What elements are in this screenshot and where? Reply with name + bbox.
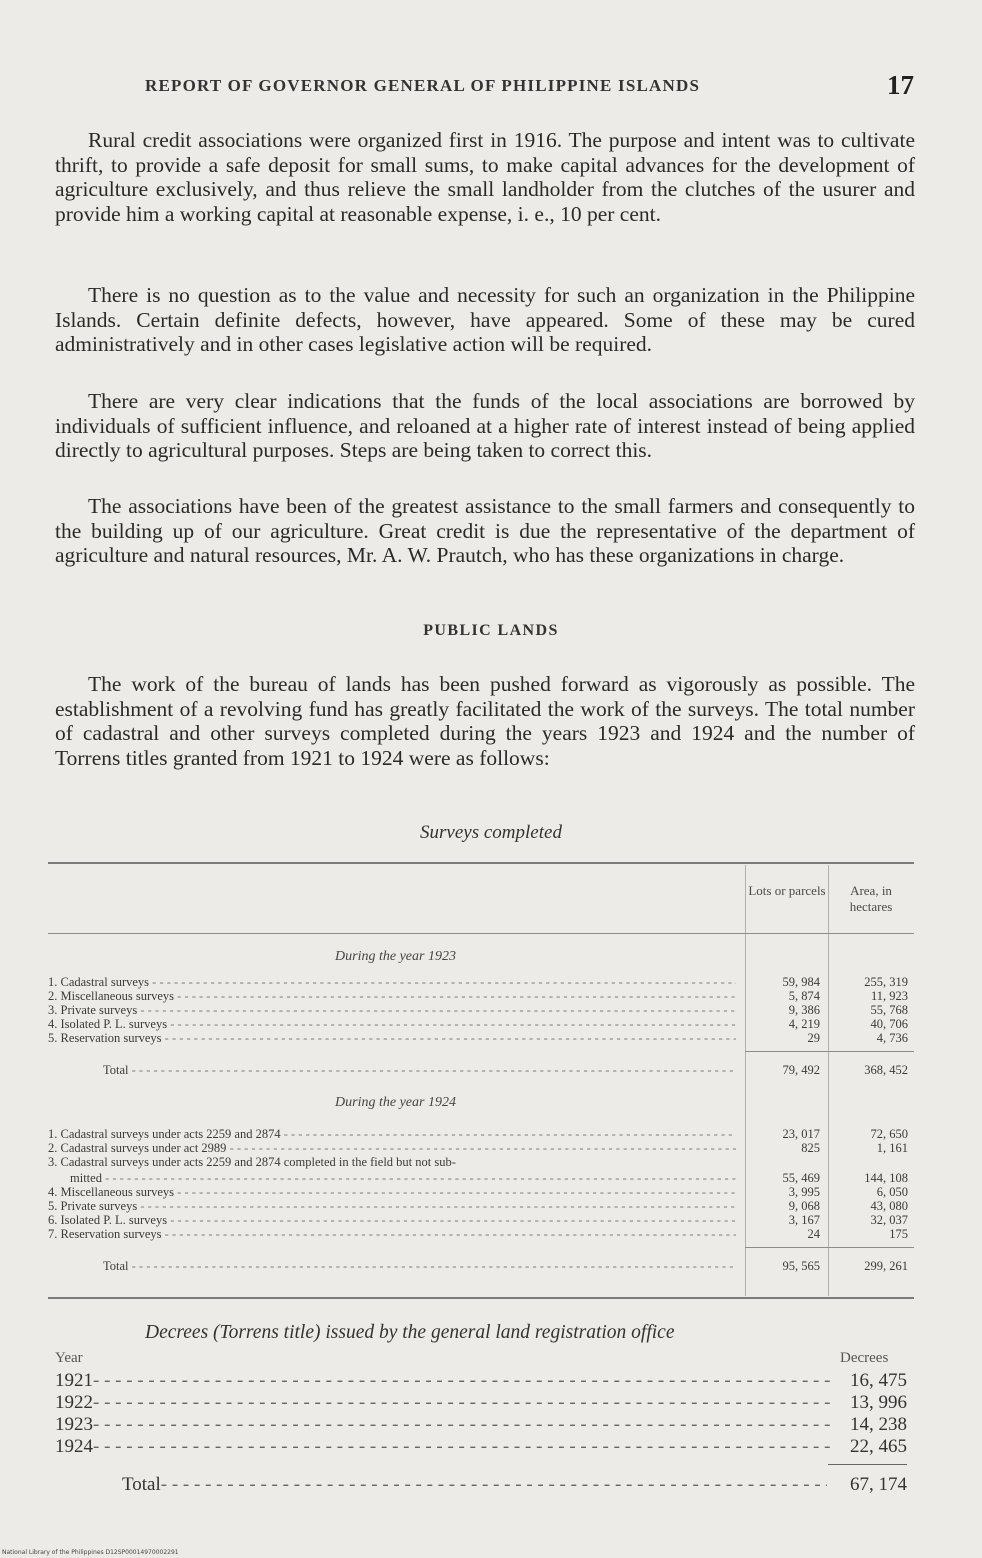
subtotal-rule: [745, 1051, 914, 1052]
column-header-lots: Lots or parcels: [748, 883, 826, 898]
total-area: 368, 452: [864, 1063, 908, 1077]
group-heading-1923: During the year 1923: [335, 949, 456, 964]
row-area: 40, 706: [870, 1017, 908, 1031]
decrees-year: 1921 - - -: [55, 1370, 830, 1392]
row-label: 4. Miscellaneous surveys - - -: [48, 1185, 736, 1199]
decrees-count: 22, 465: [850, 1436, 907, 1457]
paragraph-assistance: The associations have been of the greatest assistance to the small farmers and consequently to the building up of our agriculture. Great credit is due the representative of the department of agriculture and natural resources, Mr. A. W. Prautch, who has these organizations in charge.: [55, 494, 915, 567]
decrees-total-row: [122, 1474, 907, 1496]
table-row: [48, 989, 914, 1003]
decrees-year: 1924 - - -: [55, 1436, 830, 1458]
row-area: 72, 650: [870, 1127, 908, 1141]
row-lots: 55, 469: [782, 1171, 820, 1185]
table-row: [48, 1199, 914, 1213]
column-header-area: Area, in hectares: [849, 883, 893, 914]
paragraph-bureau-of-lands: The work of the bureau of lands has been pushed forward as vigorously as possible. The establishment of a revolving fund has greatly facilitated the work of the surveys. The total number of cadastral and other surveys completed during the years 1923 and 1924 and the number of Torrens titles granted from 1921 to 1924 were as follows:: [55, 672, 915, 770]
page-number: 17: [887, 70, 914, 100]
row-label: 5. Private surveys - - -: [48, 1199, 736, 1213]
header-rule: [48, 933, 914, 934]
group-heading-1924: During the year 1924: [335, 1095, 456, 1110]
table-row: [48, 1213, 914, 1227]
total-lots: 95, 565: [782, 1259, 820, 1273]
table-row: [48, 1141, 914, 1155]
row-label: 2. Miscellaneous surveys - - -: [48, 989, 736, 1003]
decrees-year: 1923 - - -: [55, 1414, 830, 1436]
section-heading-public-lands: PUBLIC LANDS: [423, 622, 559, 639]
row-area: 255, 319: [864, 975, 908, 989]
row-lots: 24: [807, 1227, 820, 1241]
row-lots: 23, 017: [782, 1127, 820, 1141]
row-area: 43, 080: [870, 1199, 908, 1213]
subtotal-rule: [745, 1247, 914, 1248]
row-lots: 3, 167: [788, 1213, 820, 1227]
row-lots: 29: [807, 1031, 820, 1045]
decrees-count: 16, 475: [850, 1370, 907, 1391]
decrees-row: [55, 1370, 907, 1392]
paragraph-value-necessity: There is no question as to the value and necessity for such an organization in the Philippine Islands. Certain definite defects, however, have appeared. Some of these may be cured administratively and in other cases legislative action will be required.: [55, 283, 915, 356]
total-lots: 79, 492: [782, 1063, 820, 1077]
total-row-1923: [48, 1063, 914, 1077]
row-lots: 4, 219: [788, 1017, 820, 1031]
row-lots: 59, 984: [782, 975, 820, 989]
paragraph-fund-misuse: There are very clear indications that the funds of the local associations are borrowed by individuals of sufficient influence, and reloaned at a higher rate of interest instead of being applied directly to agricultural purposes. Steps are being taken to correct this.: [55, 389, 915, 462]
table-row: [48, 1155, 914, 1169]
decrees-column-decrees: Decrees: [840, 1350, 889, 1366]
row-label: 5. Reservation surveys - - -: [48, 1031, 736, 1045]
total-label: Total - - -: [103, 1063, 736, 1077]
row-label: mitted - - -: [70, 1171, 736, 1185]
table-row: [48, 975, 914, 989]
decrees-row: [55, 1392, 907, 1414]
row-label: 4. Isolated P. L. surveys - - -: [48, 1017, 736, 1031]
row-area: 6, 050: [876, 1185, 908, 1199]
table-row: [48, 1171, 914, 1185]
table-top-rule: [48, 862, 914, 864]
paragraph-rural-credit: Rural credit associations were organized first in 1916. The purpose and intent was to cultivate thrift, to provide a safe deposit for small sums, to make capital advances for the development of agriculture exclusively, and thus relieve the small landholder from the clutches of the usurer and provide him a working capital at reasonable expense, i. e., 10 per cent.: [55, 128, 915, 226]
decrees-total-rule: [828, 1464, 907, 1465]
row-area: 144, 108: [864, 1171, 908, 1185]
table-row: [48, 1227, 914, 1241]
row-lots: 9, 386: [788, 1003, 820, 1017]
table-row: [48, 1031, 914, 1045]
table-row: [48, 1127, 914, 1141]
table-row: [48, 1185, 914, 1199]
decrees-total-label: Total - - -: [122, 1474, 827, 1496]
decrees-year: 1922 - - -: [55, 1392, 830, 1414]
row-area: 11, 923: [870, 989, 908, 1003]
row-label: 3. Private surveys - - -: [48, 1003, 736, 1017]
total-label: Total - - -: [103, 1259, 736, 1273]
table-bottom-rule: [48, 1297, 914, 1299]
table-row: [48, 1017, 914, 1031]
total-row-1924: [48, 1259, 914, 1273]
decrees-table-title: Decrees (Torrens title) issued by the general land registration office: [145, 1322, 675, 1343]
table-row: [48, 1003, 914, 1017]
row-label: 3. Cadastral surveys under acts 2259 and 2874 completed in the field but not sub-: [48, 1155, 456, 1169]
row-label: 7. Reservation surveys - - -: [48, 1227, 736, 1241]
decrees-total-count: 67, 174: [850, 1474, 907, 1495]
row-label: 1. Cadastral surveys - - -: [48, 975, 736, 989]
row-area: 175: [889, 1227, 908, 1241]
surveys-table-title: Surveys completed: [420, 822, 562, 843]
row-lots: 825: [801, 1141, 820, 1155]
row-lots: 3, 995: [788, 1185, 820, 1199]
total-area: 299, 261: [864, 1259, 908, 1273]
decrees-count: 13, 996: [850, 1392, 907, 1413]
row-label: 1. Cadastral surveys under acts 2259 and 2874 - - -: [48, 1127, 736, 1141]
row-area: 1, 161: [876, 1141, 908, 1155]
scan-footer: National Library of the Philippines D12SP00014970002291: [2, 1549, 179, 1556]
row-lots: 5, 874: [788, 989, 820, 1003]
row-label: 2. Cadastral surveys under act 2989 - - -: [48, 1141, 736, 1155]
decrees-column-year: Year: [55, 1350, 83, 1366]
row-lots: 9, 068: [788, 1199, 820, 1213]
decrees-count: 14, 238: [850, 1414, 907, 1435]
row-area: 32, 037: [870, 1213, 908, 1227]
row-label: 6. Isolated P. L. surveys - - -: [48, 1213, 736, 1227]
decrees-row: [55, 1436, 907, 1458]
row-area: 4, 736: [876, 1031, 908, 1045]
running-head: REPORT OF GOVERNOR GENERAL OF PHILIPPINE ISLANDS: [145, 76, 701, 95]
row-area: 55, 768: [870, 1003, 908, 1017]
decrees-row: [55, 1414, 907, 1436]
